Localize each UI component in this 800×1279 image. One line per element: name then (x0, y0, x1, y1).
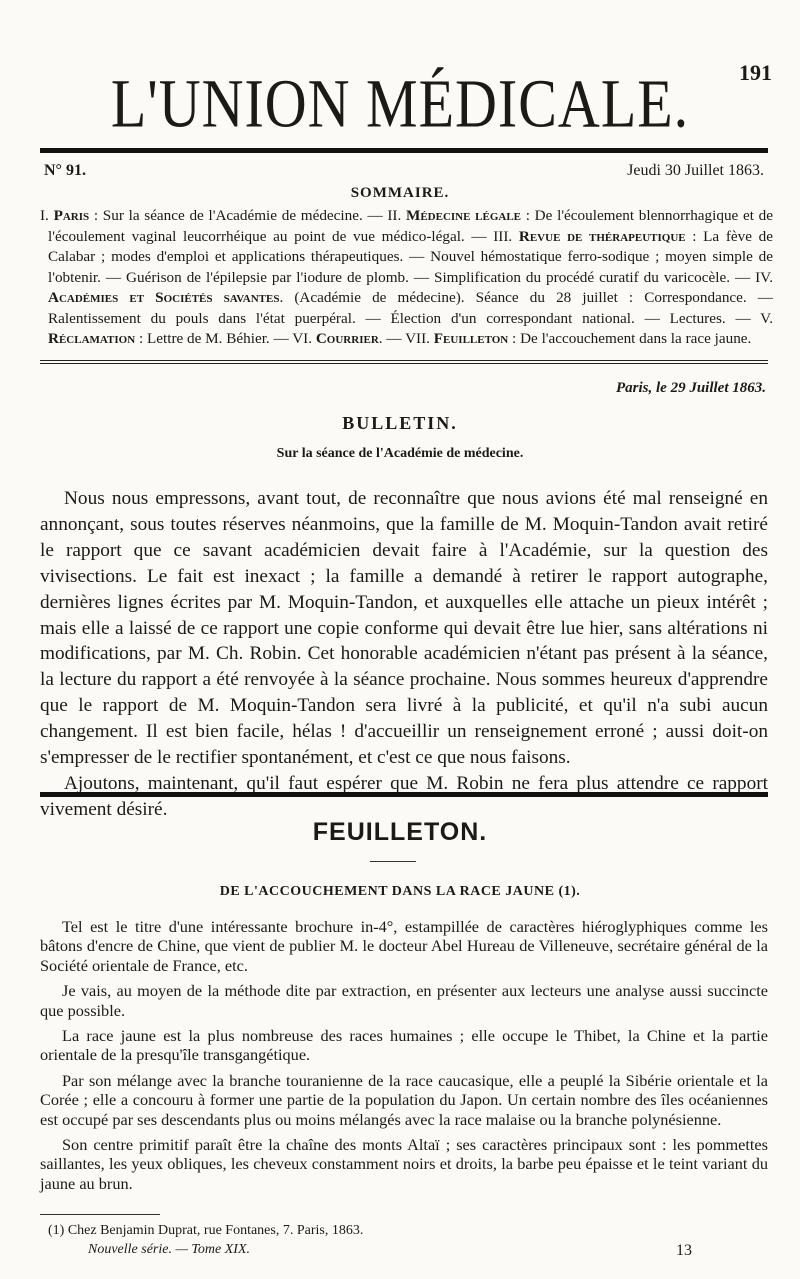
sommaire-section-name: Médecine légale (406, 207, 522, 224)
sommaire-section-name: Réclamation (48, 330, 136, 347)
issue-number: N° 91. (44, 162, 86, 179)
sommaire-part: : La fève de Calabar ; modes d'emploi et applications thérapeutiques. — Nouvel hémostatique ferro-sodique ; moyen simple de l'obtenir. — Guérison de l'épilepsie par l'iodure de plomb. — Simplification du procédé curatif du varicocèle. — IV. (48, 227, 773, 286)
feuilleton-subtitle: DE L'ACCOUCHEMENT DANS LA RACE JAUNE (1). (219, 884, 581, 899)
short-rule (370, 861, 416, 862)
sommaire-section-name: Revue de thérapeutique (518, 227, 686, 245)
bulletin-subtitle: Sur la séance de l'Académie de médecine. (276, 446, 524, 461)
bulletin-heading: BULLETIN. (342, 413, 458, 433)
bulletin-place-date: Paris, le 29 Juillet 1863. (616, 380, 766, 396)
sommaire-part: . (Académie de médecine). Séance du 28 juillet : Correspondance. — Ralentissement du pouls dans l'état puerpéral. — Élection d'un correspondant national. — Lectures. — V. (48, 289, 773, 327)
feuilleton-paragraph: Je vais, au moyen de la méthode dite par extraction, en présenter aux lecteurs une analyse aussi succincte que possible. (40, 981, 768, 1020)
feuilleton-paragraph: La race jaune est la plus nombreuse des races humaines ; elle occupe le Thibet, la Chine et la partie orientale de la presqu'île transgangétique. (40, 1026, 768, 1065)
bulletin-paragraph: Nous nous empressons, avant tout, de reconnaître que nous avions été mal renseigné en annonçant, sous toutes réserves néanmoins, que la famille de M. Moquin-Tandon avait retiré le rapport que ce savant académicien devait faire à l'Académie, sur la question des vivisections. Le fait est inexact ; la famille a demandé à retirer le rapport autographe, dernières lignes écrites par M. Moquin-Tandon, et auxquelles elle attache un pieux intérêt ; mais elle a laissé de ce rapport une copie conforme qui devait être lue hier, sans altérations ni modifications, par M. Ch. Robin. Cet honorable académicien n'étant pas présent à la séance, la lecture du rapport a été renvoyée à la séance prochaine. Nous sommes heureux d'apprendre que le rapport de M. Moquin-Tandon sera livré à la publicité, et qu'il n'a subi aucun changement. Il est bien facile, hélas ! d'accueillir un renseignement erroné ; aussi doit-on s'empresser de le rectifier spontanément, et c'est ce que nous faisons. (40, 488, 768, 769)
sommaire-part: . — VII. (378, 330, 434, 347)
bulletin-paragraph: Ajoutons, maintenant, qu'il faut espérer que M. Robin ne fera plus attendre ce rapport vivement désiré. (40, 772, 768, 820)
sommaire-part: : Lettre de M. Béhier. — VI. (135, 330, 316, 347)
sommaire-part: I. (40, 207, 54, 224)
sommaire-section-name: Académies et Sociétés savantes (48, 289, 280, 306)
series-label: Nouvelle série. — Tome XIX. (88, 1242, 251, 1257)
bulletin-body (40, 486, 768, 823)
feuilleton-heading: FEUILLETON. (312, 818, 488, 846)
masthead-title: L'UNION MÉDICALE. (110, 65, 690, 142)
masthead-rule (40, 148, 768, 153)
sommaire-section-name: Courrier (315, 330, 379, 347)
feuilleton-divider (40, 792, 768, 797)
sommaire-section-name: Paris (53, 207, 90, 224)
footnote-rule (40, 1214, 160, 1215)
sommaire-part: : De l'accouchement dans la race jaune. (508, 330, 752, 347)
feuilleton-paragraph: Son centre primitif paraît être la chaîne des monts Altaï ; ses caractères principaux sont : les pommettes saillantes, les yeux obliques, les cheveux constamment noirs et droits, la barbe peu épaisse et le teint variant du jaune au brun. (40, 1135, 768, 1193)
sommaire-part: : De l'écoulement blennorrhagique et de l'écoulement vaginal leucorrhéique au point de vue médico-légal. — III. (48, 207, 774, 245)
feuilleton-paragraph: Par son mélange avec la branche touranienne de la race caucasique, elle a peuplé la Sibérie orientale et la Corée ; elle a concouru à former une partie de la population du Japon. Un certain nombre des îles océaniennes est occupé par ses descendants plus ou moins mélangés avec la race malaise ou la branche polynésienne. (40, 1070, 768, 1129)
page-number: 191 (739, 60, 772, 85)
sommaire-part: : Sur la séance de l'Académie de médecine. — II. (89, 207, 406, 224)
sommaire-text (40, 206, 773, 350)
feuilleton-paragraph: Tel est le titre d'une intéressante brochure in-4°, estampillée de caractères hiéroglyphiques comme les bâtons d'encre de Chine, que vient de publier M. le docteur Abel Hureau de Villeneuve, secrétaire général de la Société orientale de France, etc. (40, 917, 768, 975)
issue-date: Jeudi 30 Juillet 1863. (627, 162, 764, 179)
sheet-number: 13 (676, 1242, 692, 1259)
sommaire-section-name: Feuilleton (433, 330, 509, 347)
sommaire-heading: SOMMAIRE. (350, 185, 450, 201)
footnote: (1) Chez Benjamin Duprat, rue Fontanes, 7. Paris, 1863. (48, 1223, 364, 1238)
section-divider (40, 360, 768, 364)
feuilleton-body (40, 917, 768, 1199)
